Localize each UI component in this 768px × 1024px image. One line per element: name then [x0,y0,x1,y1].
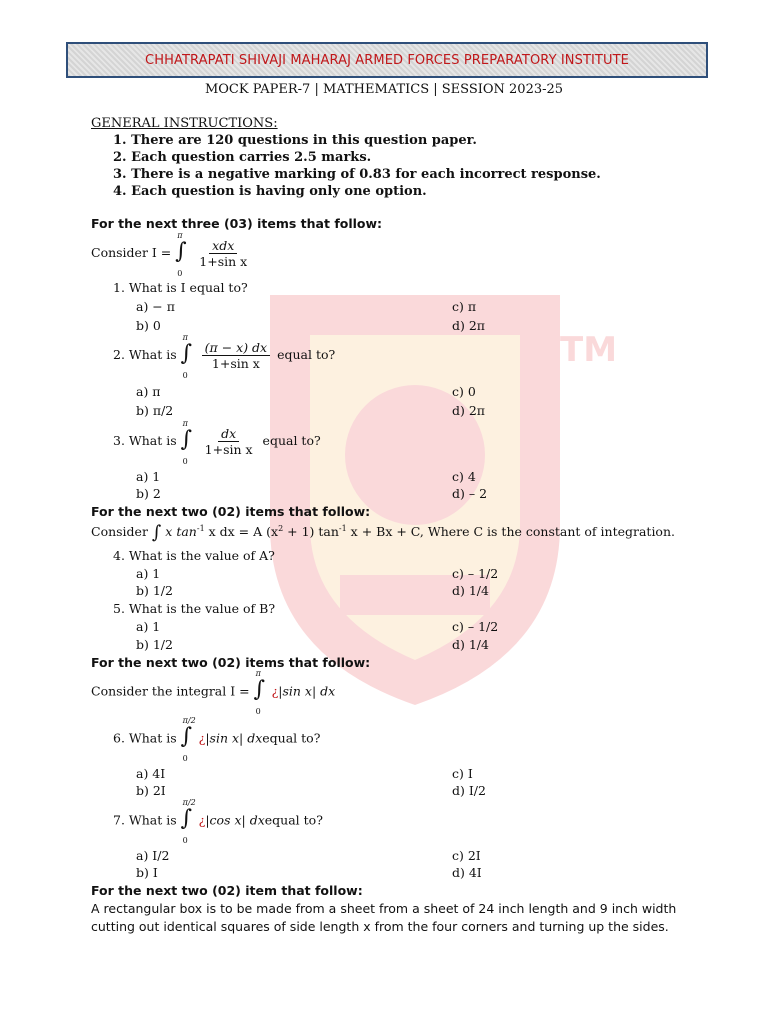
integral-sign: ∫ π/2 0 [180,716,196,763]
instruction-item: 4. Each question is having only one option. [113,184,427,199]
question-7: 7. What is ∫ π/2 0 ¿|cos x| dxequal to? [113,798,323,845]
fraction: $\frac{\text{xdx}}{\text{1+sin x}}$ [199,238,248,269]
section-heading: For the next two (02) item that follow: [91,883,363,898]
question-2: 2. What is ∫ π 0 $\frac{(\pi - x) dx}{\text{1+sin x}}$ equal to? [113,332,336,380]
section-heading: For the next two (02) items that follow: [91,504,371,519]
option-c: c) I [452,766,473,781]
option-b: b) 2 [136,486,161,501]
integral-sign: ∫ π 0 [175,230,187,278]
integral-sign: ∫ π/2 0 [180,798,196,845]
option-a: a) 1 [136,566,161,581]
option-a: a) π [136,384,161,399]
question-1: 1. What is I equal to? [113,280,248,295]
option-d: d) 2π [452,403,486,418]
option-b: b) 1/2 [136,583,173,598]
integral-sign: ∫ π 0 [180,332,193,380]
option-a: a) 4I [136,766,166,781]
option-b: b) 0 [136,318,161,333]
option-c: c) π [452,299,477,314]
section-heading: For the next three (03) items that follow: [91,216,383,231]
institute-banner [66,42,708,78]
consider-statement-2: Consider ∫ x $\tan^{-1} x$ dx = A $(x^2 + 1)$ $\tan^{-1} x + Bx + C$, Where C is the constant of integration. [91,522,675,543]
section-heading: For the next two (02) items that follow: [91,655,371,670]
consider-statement-3: Consider the integral I = ∫ π 0 ¿|sin x| dx [91,669,336,716]
integral-sign: ∫ π 0 [253,669,266,716]
option-b: b) 1/2 [136,637,173,652]
option-d: d) 2π [452,318,486,333]
option-c: c) – 1/2 [452,566,499,581]
question-5: 5. What is the value of B? [113,601,276,616]
option-d: d) 4I [452,865,482,880]
integral-sign: ∫ π 0 [180,418,193,466]
problem-paragraph: A rectangular box is to be made from a sheet from a sheet of 24 inch length and 9 inch width cutting out identical squares of side length x from the four corners and turning up the sides. [91,901,677,934]
fraction: $\frac{dx}{\text{1+sin x}}$ [204,426,253,457]
option-a: a) I/2 [136,848,170,863]
option-c: c) – 1/2 [452,619,499,634]
option-a: a) − π [136,299,175,314]
option-d: d) – 2 [452,486,488,501]
option-b: b) I [136,865,158,880]
instruction-item: 2. Each question carries 2.5 marks. [113,150,372,165]
option-c: c) 4 [452,469,476,484]
consider-statement-1 [91,230,253,278]
question-6: 6. What is ∫ π/2 0 ¿|sin x| dxequal to? [113,716,321,763]
watermark-tm: TM [560,330,618,370]
option-c: c) 0 [452,384,476,399]
option-a: a) 1 [136,619,161,634]
option-a: a) 1 [136,469,161,484]
option-d: d) I/2 [452,783,486,798]
question-3: 3. What is ∫ π 0 $\frac{dx}{\text{1+sin x}}$ equal to? [113,418,321,466]
option-c: c) 2I [452,848,481,863]
paper-subtitle: MOCK PAPER-7 | MATHEMATICS | SESSION 2023-25 [204,82,564,97]
question-4: 4. What is the value of A? [113,548,275,563]
institute-name: CHHATRAPATI SHIVAJI MAHARAJ ARMED FORCES PREPARATORY INSTITUTE [145,52,629,68]
instruction-item: 1. There are 120 questions in this question paper. [113,133,477,148]
instruction-item: 3. There is a negative marking of 0.83 for each incorrect response. [113,167,601,182]
option-d: d) 1/4 [452,583,489,598]
consider-prefix: Consider I = [91,245,172,260]
option-b: b) π/2 [136,403,174,418]
option-d: d) 1/4 [452,637,489,652]
integral-sign: ∫ [151,522,162,543]
fraction: $\frac{(\pi - x) dx}{\text{1+sin x}}$ [202,340,270,371]
instructions-heading: GENERAL INSTRUCTIONS: [91,116,278,131]
option-b: b) 2I [136,783,166,798]
